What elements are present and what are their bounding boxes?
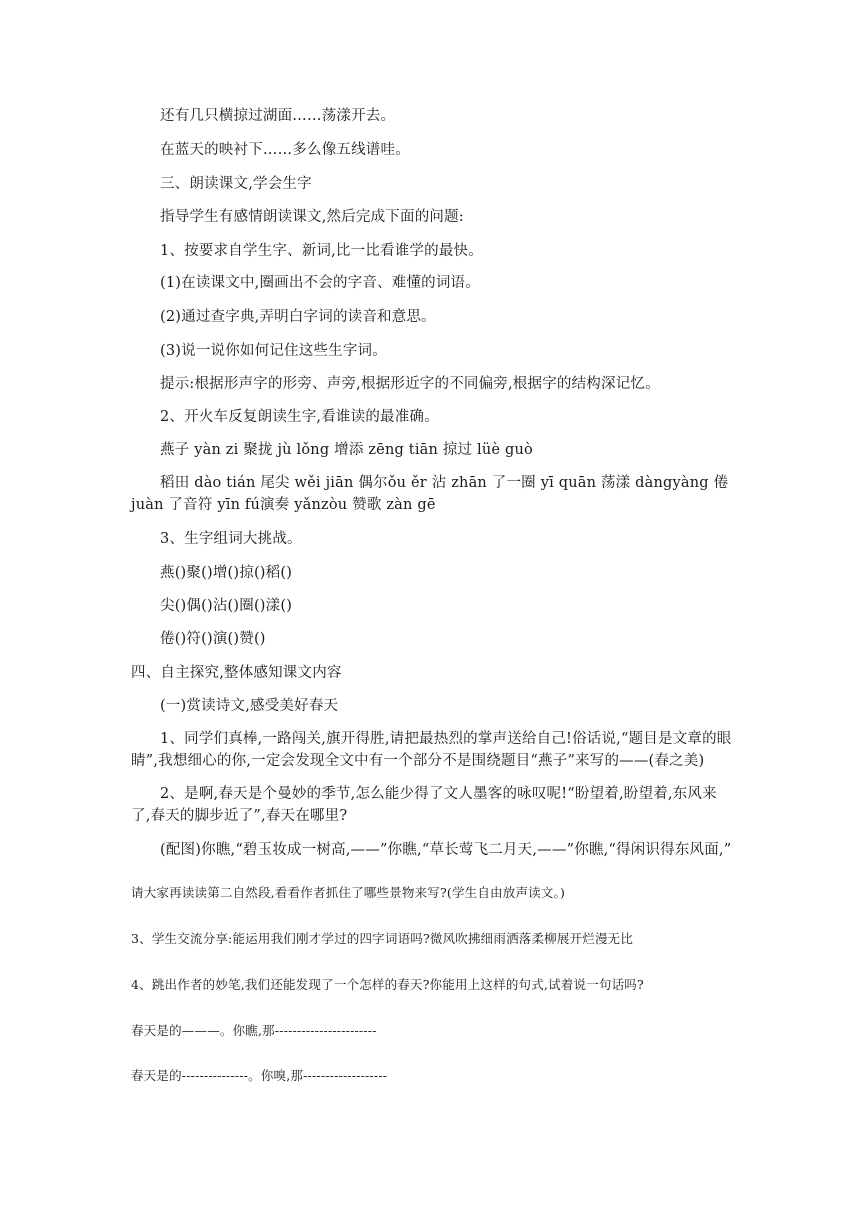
list-item: 1、按要求自学生字、新词,比一比看谁学的最快。 [160,243,483,259]
list-item: (1)在读课文中,圈画出不会的字音、难懂的词语。 [160,275,480,291]
paragraph-line: 4、跳出作者的妙笔,我们还能发现了一个怎样的春天?你能用上这样的句式,试着说一句话吗? [131,977,644,992]
subsection-heading: (一)赏读诗文,感受美好春天 [160,698,339,714]
fill-in-line: 春天是的---------------。你嗅,那------------------- [131,1068,388,1083]
exercise-line: 燕()聚()增()掠()稻() [160,565,293,581]
exercise-line: 尖()偶()沾()圈()漾() [160,598,293,614]
list-item: 3、生字组词大挑战。 [160,531,302,547]
tip-line: 提示:根据形声字的形旁、声旁,根据形近字的不同偏旁,根据字的结构深记忆。 [160,376,660,392]
paragraph-line: 还有几只横掠过湖面……荡漾开去。 [160,108,396,124]
exercise-line: 倦()符()演()赞() [160,631,266,647]
fill-in-line: 春天是的———。你瞧,那----------------------- [131,1023,377,1038]
section-heading: 三、朗读课文,学会生字 [160,176,312,192]
paragraph-line: 在蓝天的映衬下……多么像五线谱哇。 [160,142,410,158]
list-item: (2)通过查字典,弄明白字词的读音和意思。 [160,309,436,325]
section-heading: 四、自主探究,整体感知课文内容 [131,665,342,681]
paragraph-line: 指导学生有感情朗读课文,然后完成下面的问题: [160,209,464,225]
paragraph: 2、是啊,春天是个曼妙的季节,怎么能少得了文人墨客的咏叹呢!“盼望着,盼望着,东风来了,春天的脚步近了”,春天在哪里? [131,786,717,824]
list-item: 2、开火车反复朗读生字,看谁读的最准确。 [160,409,439,425]
list-item: (3)说一说你如何记住这些生字词。 [160,343,387,359]
paragraph: 1、同学们真棒,一路闯关,旗开得胜,请把最热烈的掌声送给自己!俗话说,“题目是文章的眼睛”,我想细心的你,一定会发现全文中有一个部分不是围绕题目“燕子”来写的——(春之美) [131,731,732,769]
pinyin-line: 燕子 yàn zi 聚拢 jù lǒng 增添 zēng tiān 掠过 lüè guò [160,442,533,458]
paragraph-line: 请大家再读读第二自然段,看看作者抓住了哪些景物来写?(学生自由放声读文。) [131,885,566,900]
pinyin-paragraph: 稻田 dào tián 尾尖 wěi jiān 偶尔ǒu ěr 沾 zhān 了一圈 yī quān 荡漾 dàngyàng 倦 juàn 了音符 yīn fú演奏 yǎnzòu 赞歌 zàn gē [131,475,729,513]
paragraph-line: (配图)你瞧,“碧玉妆成一树高,——”你瞧,“草长莺飞二月天,——”你瞧,“得闲识得东风面,” [160,842,732,858]
paragraph-line: 3、学生交流分享:能运用我们刚才学过的四字词语吗?微风吹拂细雨洒落柔柳展开烂漫无比 [131,931,634,946]
